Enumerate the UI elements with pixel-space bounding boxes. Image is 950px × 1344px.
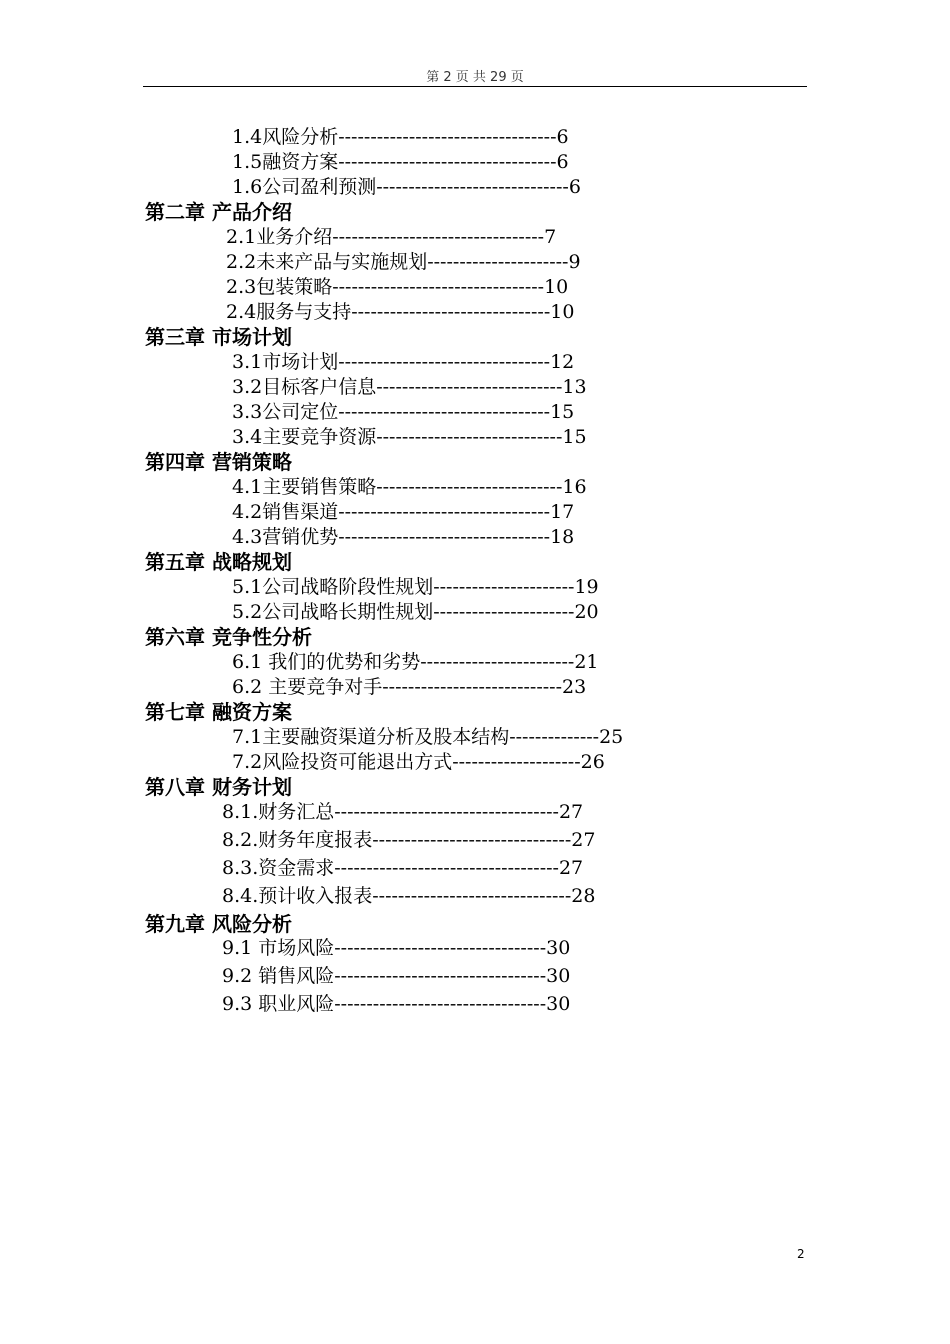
header-divider <box>143 86 807 87</box>
toc-entry-2-3[interactable]: 2.3包装策略---------------------------------10 <box>226 276 569 298</box>
page-number: 2 <box>797 1247 805 1261</box>
toc-entry-5-1[interactable]: 5.1公司战略阶段性规划----------------------19 <box>232 576 599 598</box>
toc-chapter-3[interactable]: 第三章 市场计划 <box>145 325 292 349</box>
toc-chapter-2[interactable]: 第二章 产品介绍 <box>145 200 292 224</box>
toc-entry-3-4[interactable]: 3.4主要竞争资源-----------------------------15 <box>232 426 587 448</box>
toc-chapter-4[interactable]: 第四章 营销策略 <box>145 450 292 474</box>
toc-entry-8-4[interactable]: 8.4.预计收入报表-------------------------------28 <box>222 885 596 907</box>
toc-entry-9-2[interactable]: 9.2 销售风险---------------------------------30 <box>222 965 571 987</box>
toc-entry-2-2[interactable]: 2.2未来产品与实施规划----------------------9 <box>226 251 581 273</box>
toc-entry-7-1[interactable]: 7.1主要融资渠道分析及股本结构--------------25 <box>232 726 624 748</box>
toc-entry-1-5[interactable]: 1.5融资方案----------------------------------6 <box>232 151 569 173</box>
toc-chapter-7[interactable]: 第七章 融资方案 <box>145 700 292 724</box>
toc-entry-8-3[interactable]: 8.3.资金需求-----------------------------------27 <box>222 857 584 879</box>
toc-entry-9-3[interactable]: 9.3 职业风险---------------------------------30 <box>222 993 571 1015</box>
toc-chapter-6[interactable]: 第六章 竞争性分析 <box>145 625 312 649</box>
toc-entry-4-1[interactable]: 4.1主要销售策略-----------------------------16 <box>232 476 587 498</box>
toc-chapter-8[interactable]: 第八章 财务计划 <box>145 775 292 799</box>
toc-entry-6-1[interactable]: 6.1 我们的优势和劣势------------------------21 <box>232 651 599 673</box>
toc-entry-7-2[interactable]: 7.2风险投资可能退出方式--------------------26 <box>232 751 605 773</box>
toc-entry-2-1[interactable]: 2.1业务介绍---------------------------------7 <box>226 226 557 248</box>
toc-entry-3-1[interactable]: 3.1市场计划---------------------------------12 <box>232 351 575 373</box>
toc-entry-9-1[interactable]: 9.1 市场风险---------------------------------30 <box>222 937 571 959</box>
toc-chapter-5[interactable]: 第五章 战略规划 <box>145 550 292 574</box>
toc-entry-6-2[interactable]: 6.2 主要竞争对手----------------------------23 <box>232 676 587 698</box>
toc-entry-3-3[interactable]: 3.3公司定位---------------------------------15 <box>232 401 575 423</box>
toc-entry-8-2[interactable]: 8.2.财务年度报表-------------------------------27 <box>222 829 596 851</box>
toc-entry-2-4[interactable]: 2.4服务与支持-------------------------------10 <box>226 301 575 323</box>
toc-entry-8-1[interactable]: 8.1.财务汇总-----------------------------------27 <box>222 801 584 823</box>
toc-chapter-9[interactable]: 第九章 风险分析 <box>145 912 292 936</box>
page-header: 第 2 页 共 29 页 <box>426 70 524 85</box>
toc-entry-3-2[interactable]: 3.2目标客户信息-----------------------------13 <box>232 376 587 398</box>
toc-entry-5-2[interactable]: 5.2公司战略长期性规划----------------------20 <box>232 601 599 623</box>
toc-entry-1-6[interactable]: 1.6公司盈利预测------------------------------6 <box>232 176 581 198</box>
toc-entry-1-4[interactable]: 1.4风险分析----------------------------------6 <box>232 126 569 148</box>
toc-entry-4-3[interactable]: 4.3营销优势---------------------------------18 <box>232 526 575 548</box>
toc-entry-4-2[interactable]: 4.2销售渠道---------------------------------17 <box>232 501 575 523</box>
